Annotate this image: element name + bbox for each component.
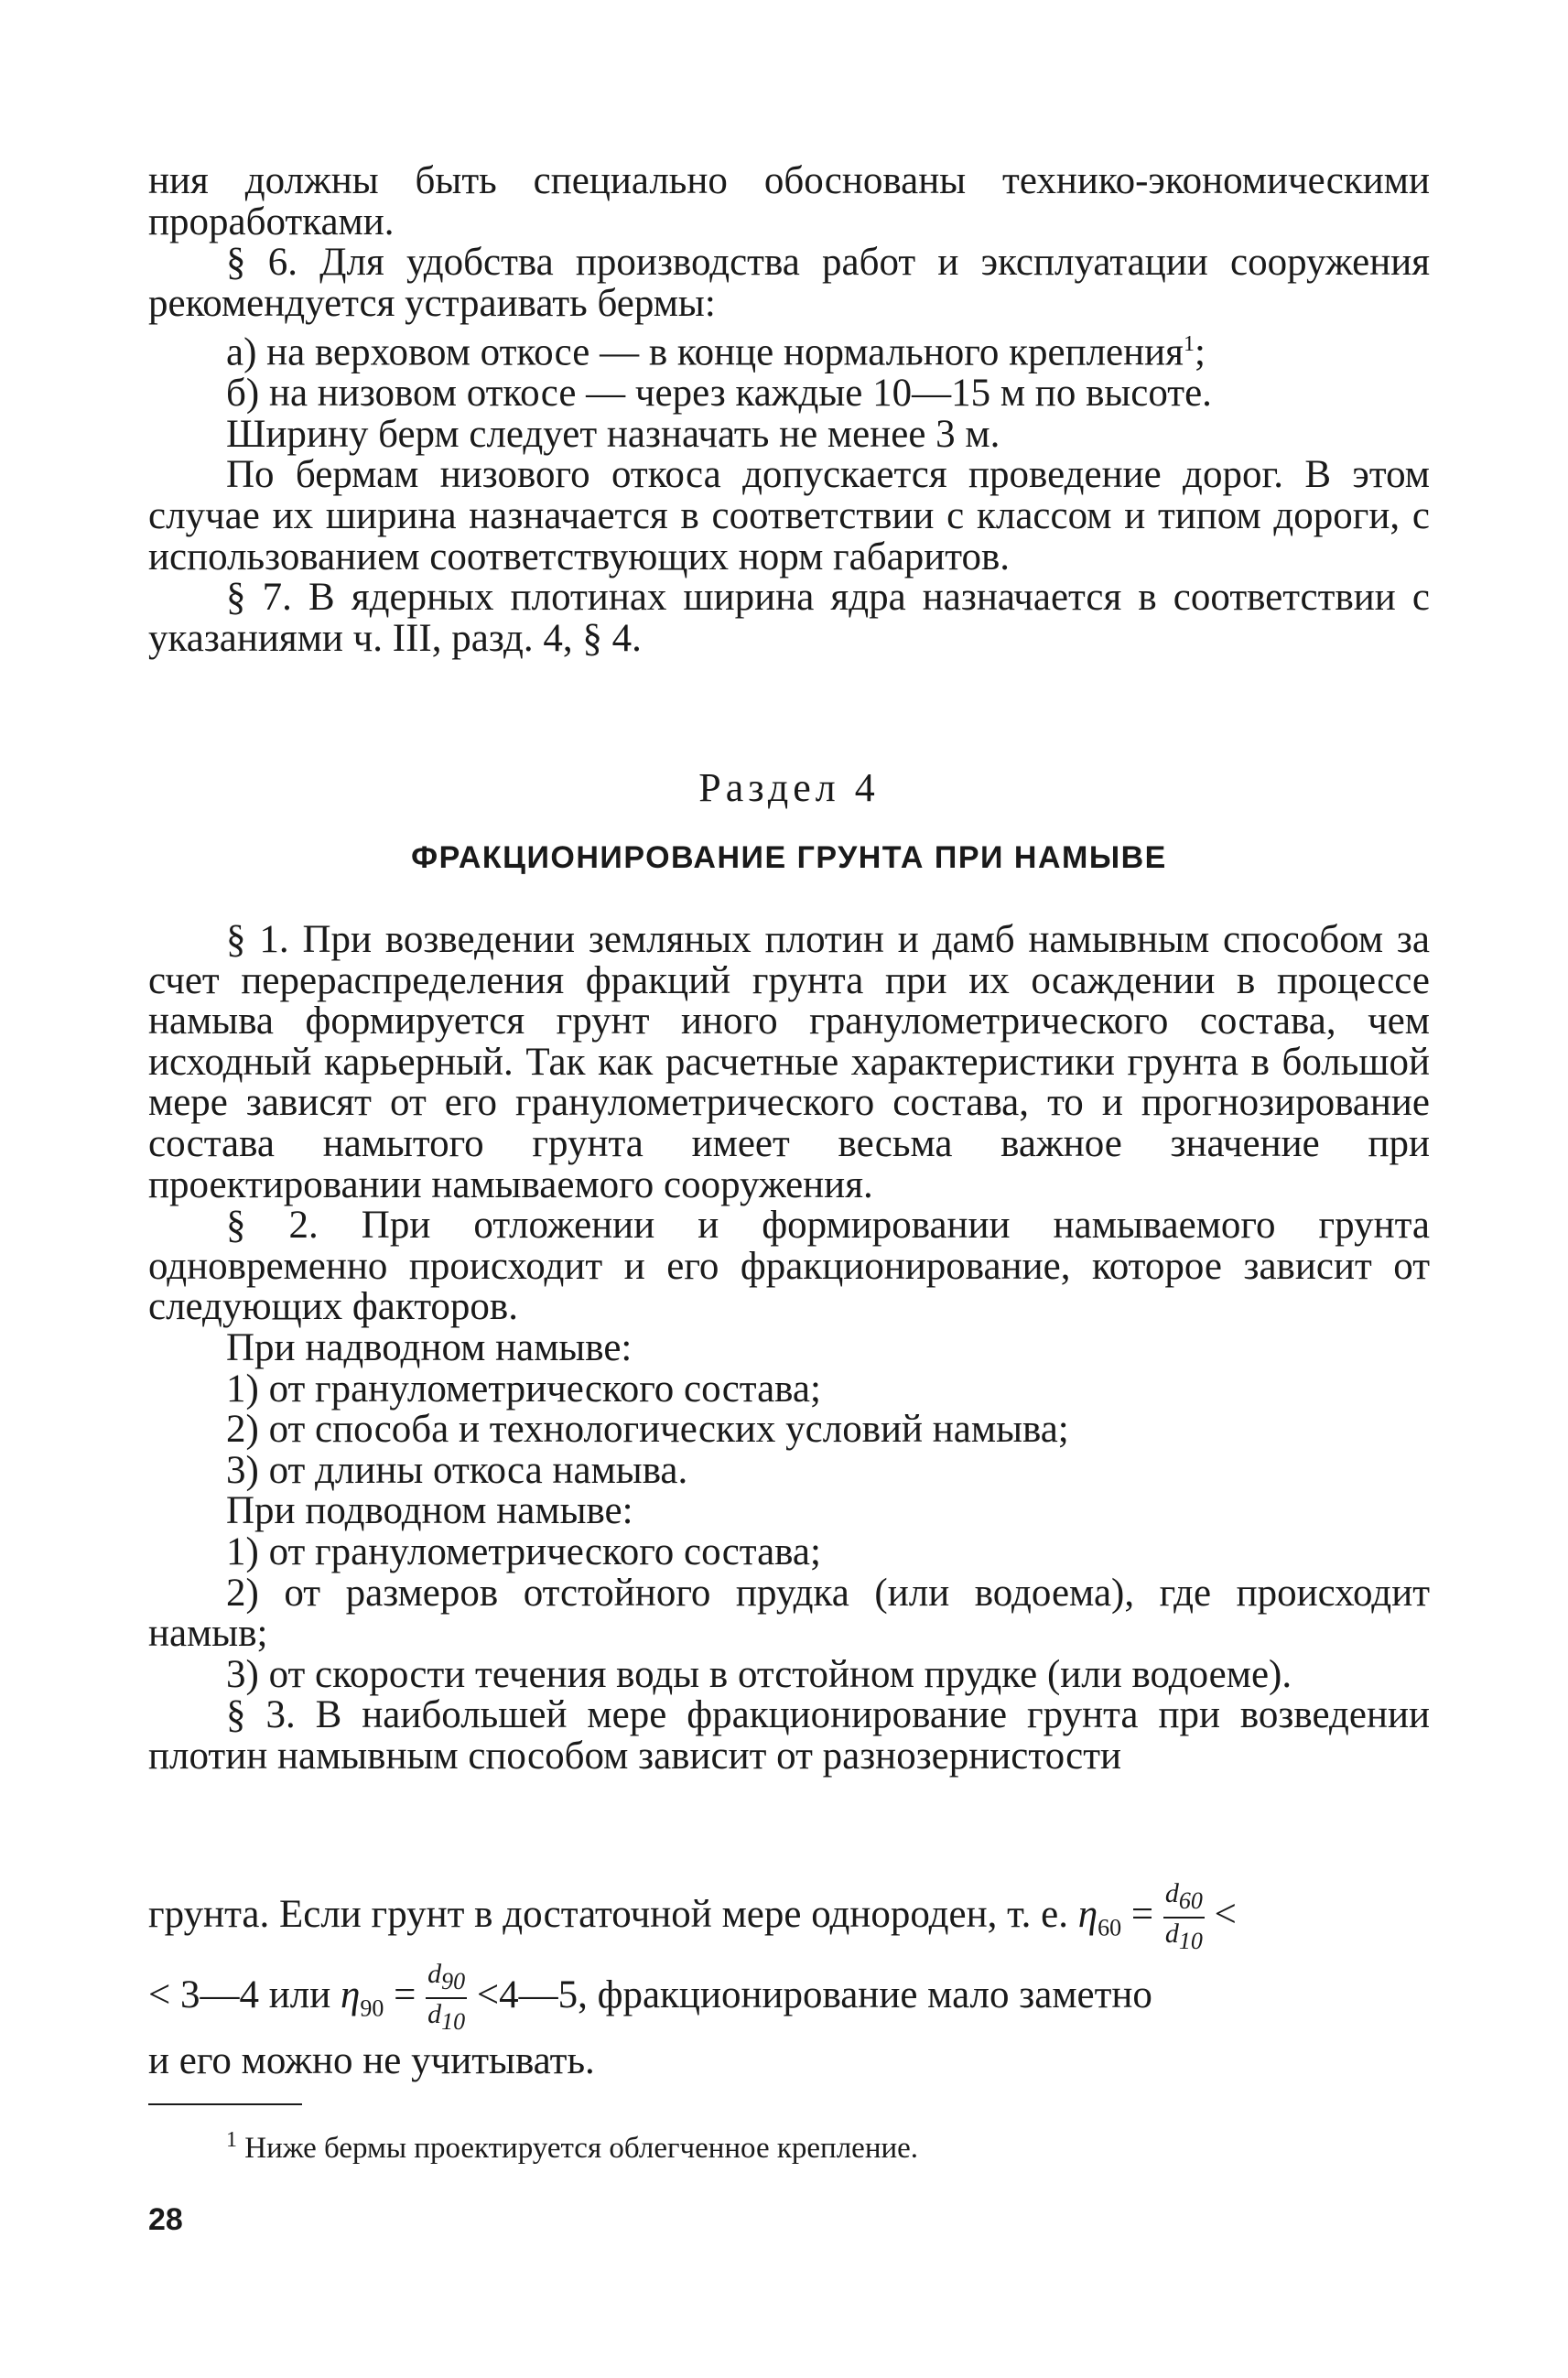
section-title: ФРАКЦИОНИРОВАНИЕ ГРУНТА ПРИ НАМЫВЕ	[411, 840, 1167, 875]
section-label: Раздел 4	[698, 765, 880, 810]
formula-line-2-start: < 3—4 или	[148, 1973, 331, 2016]
list-item-a-end: ;	[1194, 330, 1206, 374]
equals-sign: =	[1130, 1892, 1154, 1936]
footnote-mark: 1	[226, 2128, 237, 2152]
underwater-item-3: 3) от скорости течения воды в отстойном прудке (или водоеме).	[226, 1652, 1292, 1696]
list-item-b: б) на низовом откосе — через каждые 10—15 м по высоте.	[226, 372, 1212, 416]
underwater-heading: При подводном намыве:	[226, 1489, 633, 1533]
fraction-d60-d10	[1163, 1878, 1205, 1957]
footnote-ref: 1	[1183, 332, 1195, 357]
roads-paragraph: По бермам низового откоса допускается проведение дорог. В этом случае их ширина назначается в соответствии с классом и типом дороги, с использованием соответствующих норм габаритов.	[148, 453, 1430, 578]
footnote-text: Ниже бермы проектируется облегченное крепление.	[244, 2132, 919, 2165]
formula-line-1	[148, 1878, 1237, 1957]
num-d: d	[1164, 1878, 1179, 1908]
above-water-heading: При надводном намыве:	[226, 1325, 633, 1369]
den-d: d	[1164, 1919, 1179, 1949]
underwater-item-2: 2) от размеров отстойного прудка (или водоема), где происходит намыв;	[148, 1571, 1430, 1656]
equals-sign-2: =	[394, 1973, 416, 2016]
fraction-denominator-2	[426, 1999, 467, 2038]
above-water-item-3: 3) от длины откоса намыва.	[226, 1448, 688, 1492]
eta-symbol: η	[1077, 1892, 1098, 1936]
footnote	[226, 2122, 918, 2167]
paragraph-7: § 7. В ядерных плотинах ширина ядра назначается в соответствии с указаниями ч. III, разд. 4, § 4.	[148, 576, 1430, 660]
above-water-item-1: 1) от гранулометрического состава;	[226, 1367, 821, 1411]
underwater-item-1: 1) от гранулометрического состава;	[226, 1529, 821, 1573]
num-sub-2: 90	[441, 1968, 466, 1994]
formula-line-2	[148, 1959, 1152, 2038]
den-sub-2: 10	[441, 2008, 466, 2035]
paragraph-s1: § 1. При возведении земляных плотин и дамб намывным способом за счет перераспределения фракций грунта при их осаждении в процессе намыва формируется грунт иного гранулометрического состава, чем исходный карьерный. Так как расчетные характеристики грунта в большой мере зависят от его гранулометрического состава, то и прогнозирование состава намытого грунта имеет весьма важное значение при проектировании намываемого сооружения.	[148, 918, 1430, 1206]
paragraph-continuation: ния должны быть специально обоснованы технико-экономическими проработками.	[148, 159, 1430, 243]
above-water-item-2: 2) от способа и технологических условий намыва;	[226, 1408, 1069, 1452]
less-than-sign: <	[1214, 1892, 1237, 1936]
num-sub: 60	[1178, 1887, 1203, 1914]
footnote-divider	[148, 2103, 302, 2105]
top-text-block	[148, 161, 1430, 659]
fraction-d90-d10	[426, 1959, 467, 2038]
eta-symbol-2: η	[340, 1973, 361, 2016]
body-text-block	[148, 920, 1430, 1777]
list-item-a-text: а) на верховом откосе — в конце нормального крепления	[226, 330, 1184, 374]
fraction-denominator	[1163, 1919, 1205, 1957]
fraction-numerator	[1163, 1878, 1205, 1919]
paragraph-s2: § 2. При отложении и формировании намываемого грунта одновременно происходит и его фракционирование, которое зависит от следующих факторов.	[148, 1204, 1430, 1329]
eta60-subscript: 60	[1098, 1914, 1122, 1941]
formula-line-2-end: <4—5, фракционирование мало заметно	[476, 1973, 1152, 2016]
formula-line-3: и его можно не учитывать.	[148, 2039, 595, 2082]
den-sub: 10	[1178, 1928, 1203, 1954]
fraction-numerator-2	[426, 1959, 467, 1999]
list-item-a	[148, 324, 1430, 373]
formula-line-1-text: грунта. Если грунт в достаточной мере однороден, т. е.	[148, 1892, 1068, 1936]
eta90-subscript: 90	[360, 1994, 384, 2022]
page-number: 28	[148, 2202, 183, 2237]
num-d-2: d	[427, 1959, 442, 1989]
berm-width-line: Ширину берм следует назначать не менее 3 м.	[226, 412, 1000, 456]
paragraph-6: § 6. Для удобства производства работ и эксплуатации сооружения рекомендуется устраивать бермы:	[148, 241, 1430, 325]
den-d-2: d	[427, 1999, 442, 2029]
paragraph-s3: § 3. В наибольшей мере фракционирование грунта при возведении плотин намывным способом зависит от разнозернистости	[148, 1693, 1430, 1778]
